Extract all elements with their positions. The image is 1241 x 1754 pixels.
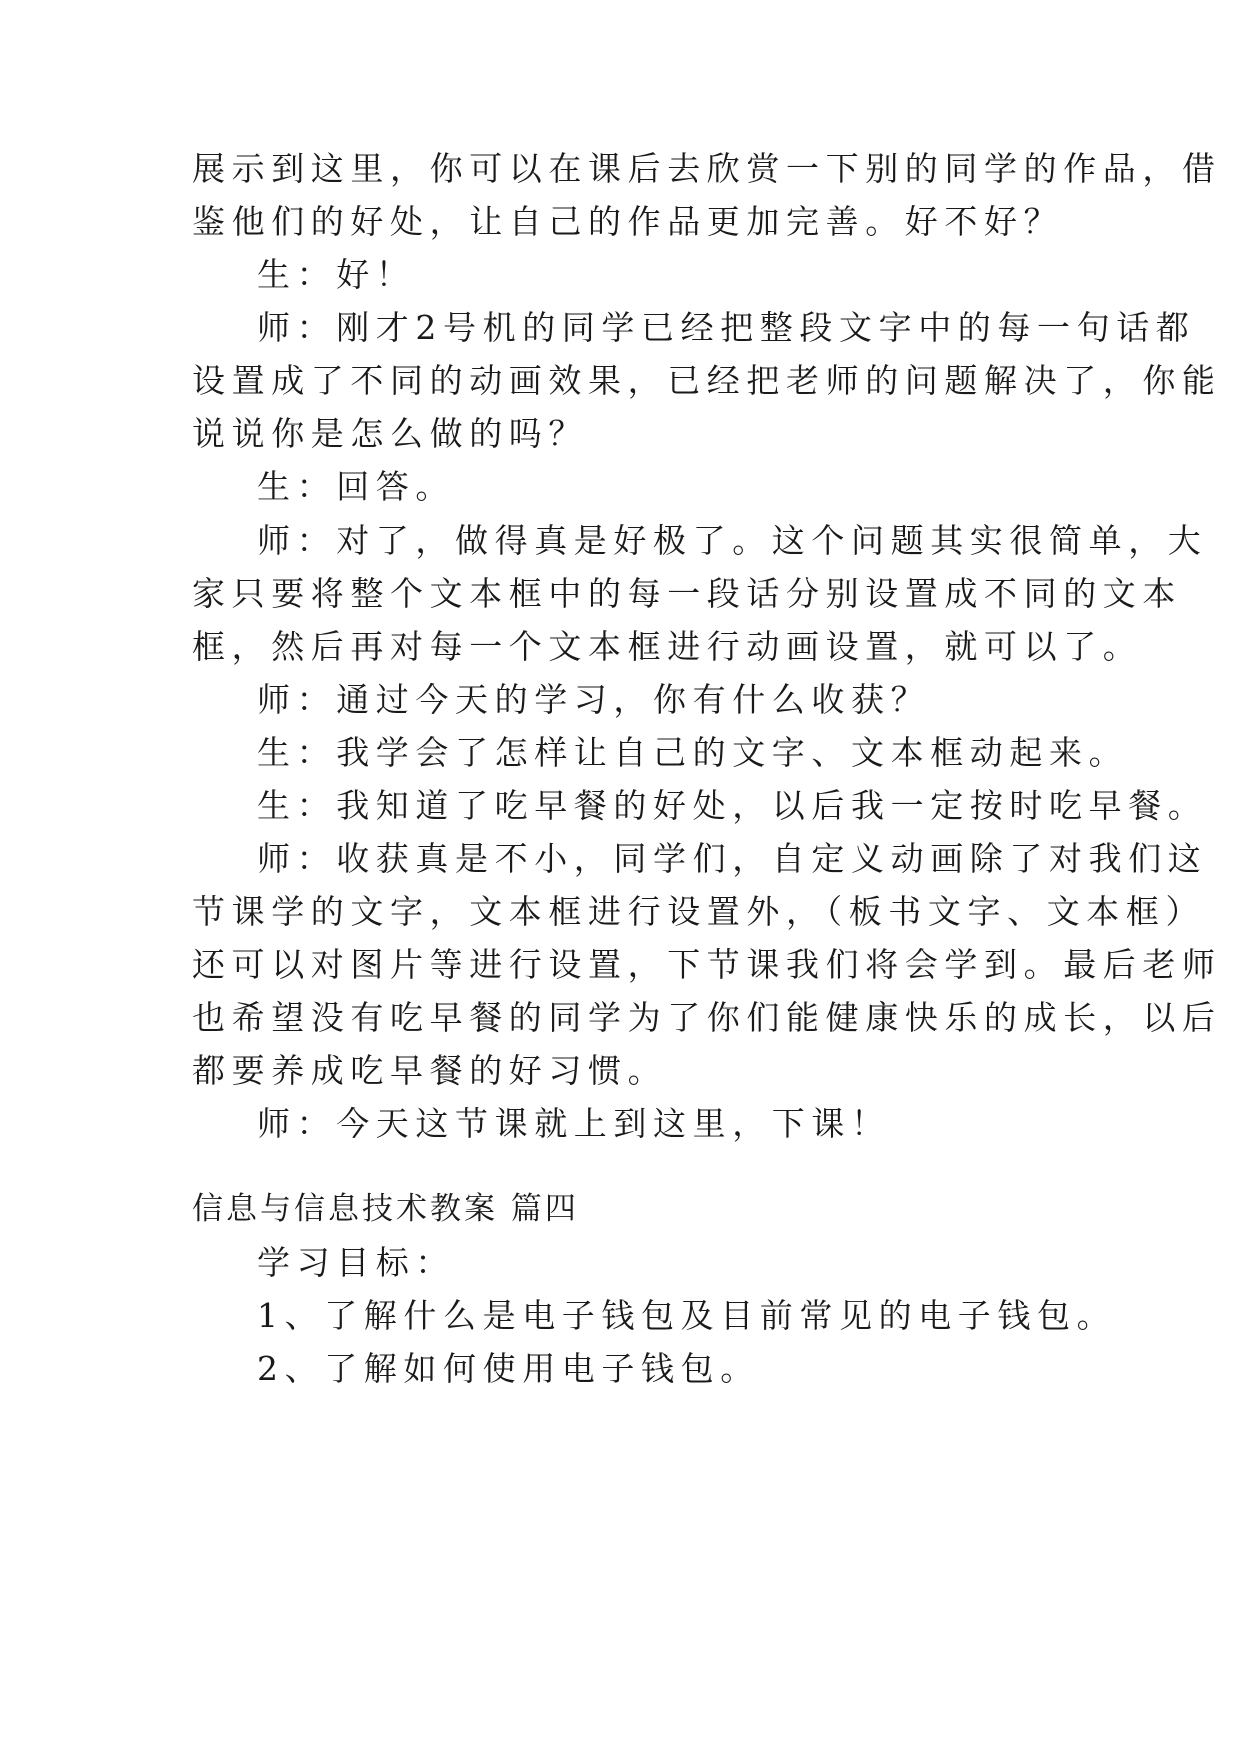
paragraph-line: 生：我知道了吃早餐的好处，以后我一定按时吃早餐。: [257, 786, 1208, 825]
paragraph-line: 还可以对图片等进行设置，下节课我们将会学到。最后老师: [192, 945, 1222, 984]
paragraph-line: 都要养成吃早餐的好习惯。: [192, 1051, 668, 1090]
paragraph-line: 设置成了不同的动画效果，已经把老师的问题解决了，你能: [192, 361, 1222, 400]
paragraph-line: 1、了解什么是电子钱包及目前常见的电子钱包。: [257, 1296, 1117, 1335]
paragraph-line: 生：我学会了怎样让自己的文字、文本框动起来。: [257, 733, 1129, 772]
paragraph-line: 生：回答。: [257, 467, 455, 506]
paragraph-line: 家只要将整个文本框中的每一段话分别设置成不同的文本: [192, 574, 1182, 613]
paragraph-line: 生：好！: [257, 255, 416, 294]
paragraph-line: 师：对了，做得真是好极了。这个问题其实很简单，大: [257, 521, 1208, 560]
paragraph-line: 2、了解如何使用电子钱包。: [257, 1349, 760, 1388]
paragraph-line: 师：今天这节课就上到这里，下课！: [257, 1104, 891, 1143]
paragraph-line: 师：收获真是不小，同学们，自定义动画除了对我们这: [257, 839, 1208, 878]
section-heading: 信息与信息技术教案 篇四: [192, 1191, 579, 1227]
paragraph-line: 学习目标：: [257, 1243, 455, 1282]
paragraph-line: 师：刚才2号机的同学已经把整段文字中的每一句话都: [257, 308, 1196, 347]
paragraph-line: 也希望没有吃早餐的同学为了你们能健康快乐的成长，以后: [192, 998, 1222, 1037]
paragraph-line: 鉴他们的好处，让自己的作品更加完善。好不好？: [192, 202, 1064, 241]
paragraph-line: 框，然后再对每一个文本框进行动画设置，就可以了。: [192, 627, 1143, 666]
paragraph-line: 师：通过今天的学习，你有什么收获？: [257, 680, 931, 719]
paragraph-line: 节课学的文字，文本框进行设置外，（板书文字、文本框）: [192, 892, 1206, 931]
paragraph-line: 展示到这里，你可以在课后去欣赏一下别的同学的作品，借: [192, 149, 1222, 188]
paragraph-line: 说说你是怎么做的吗？: [192, 414, 588, 453]
